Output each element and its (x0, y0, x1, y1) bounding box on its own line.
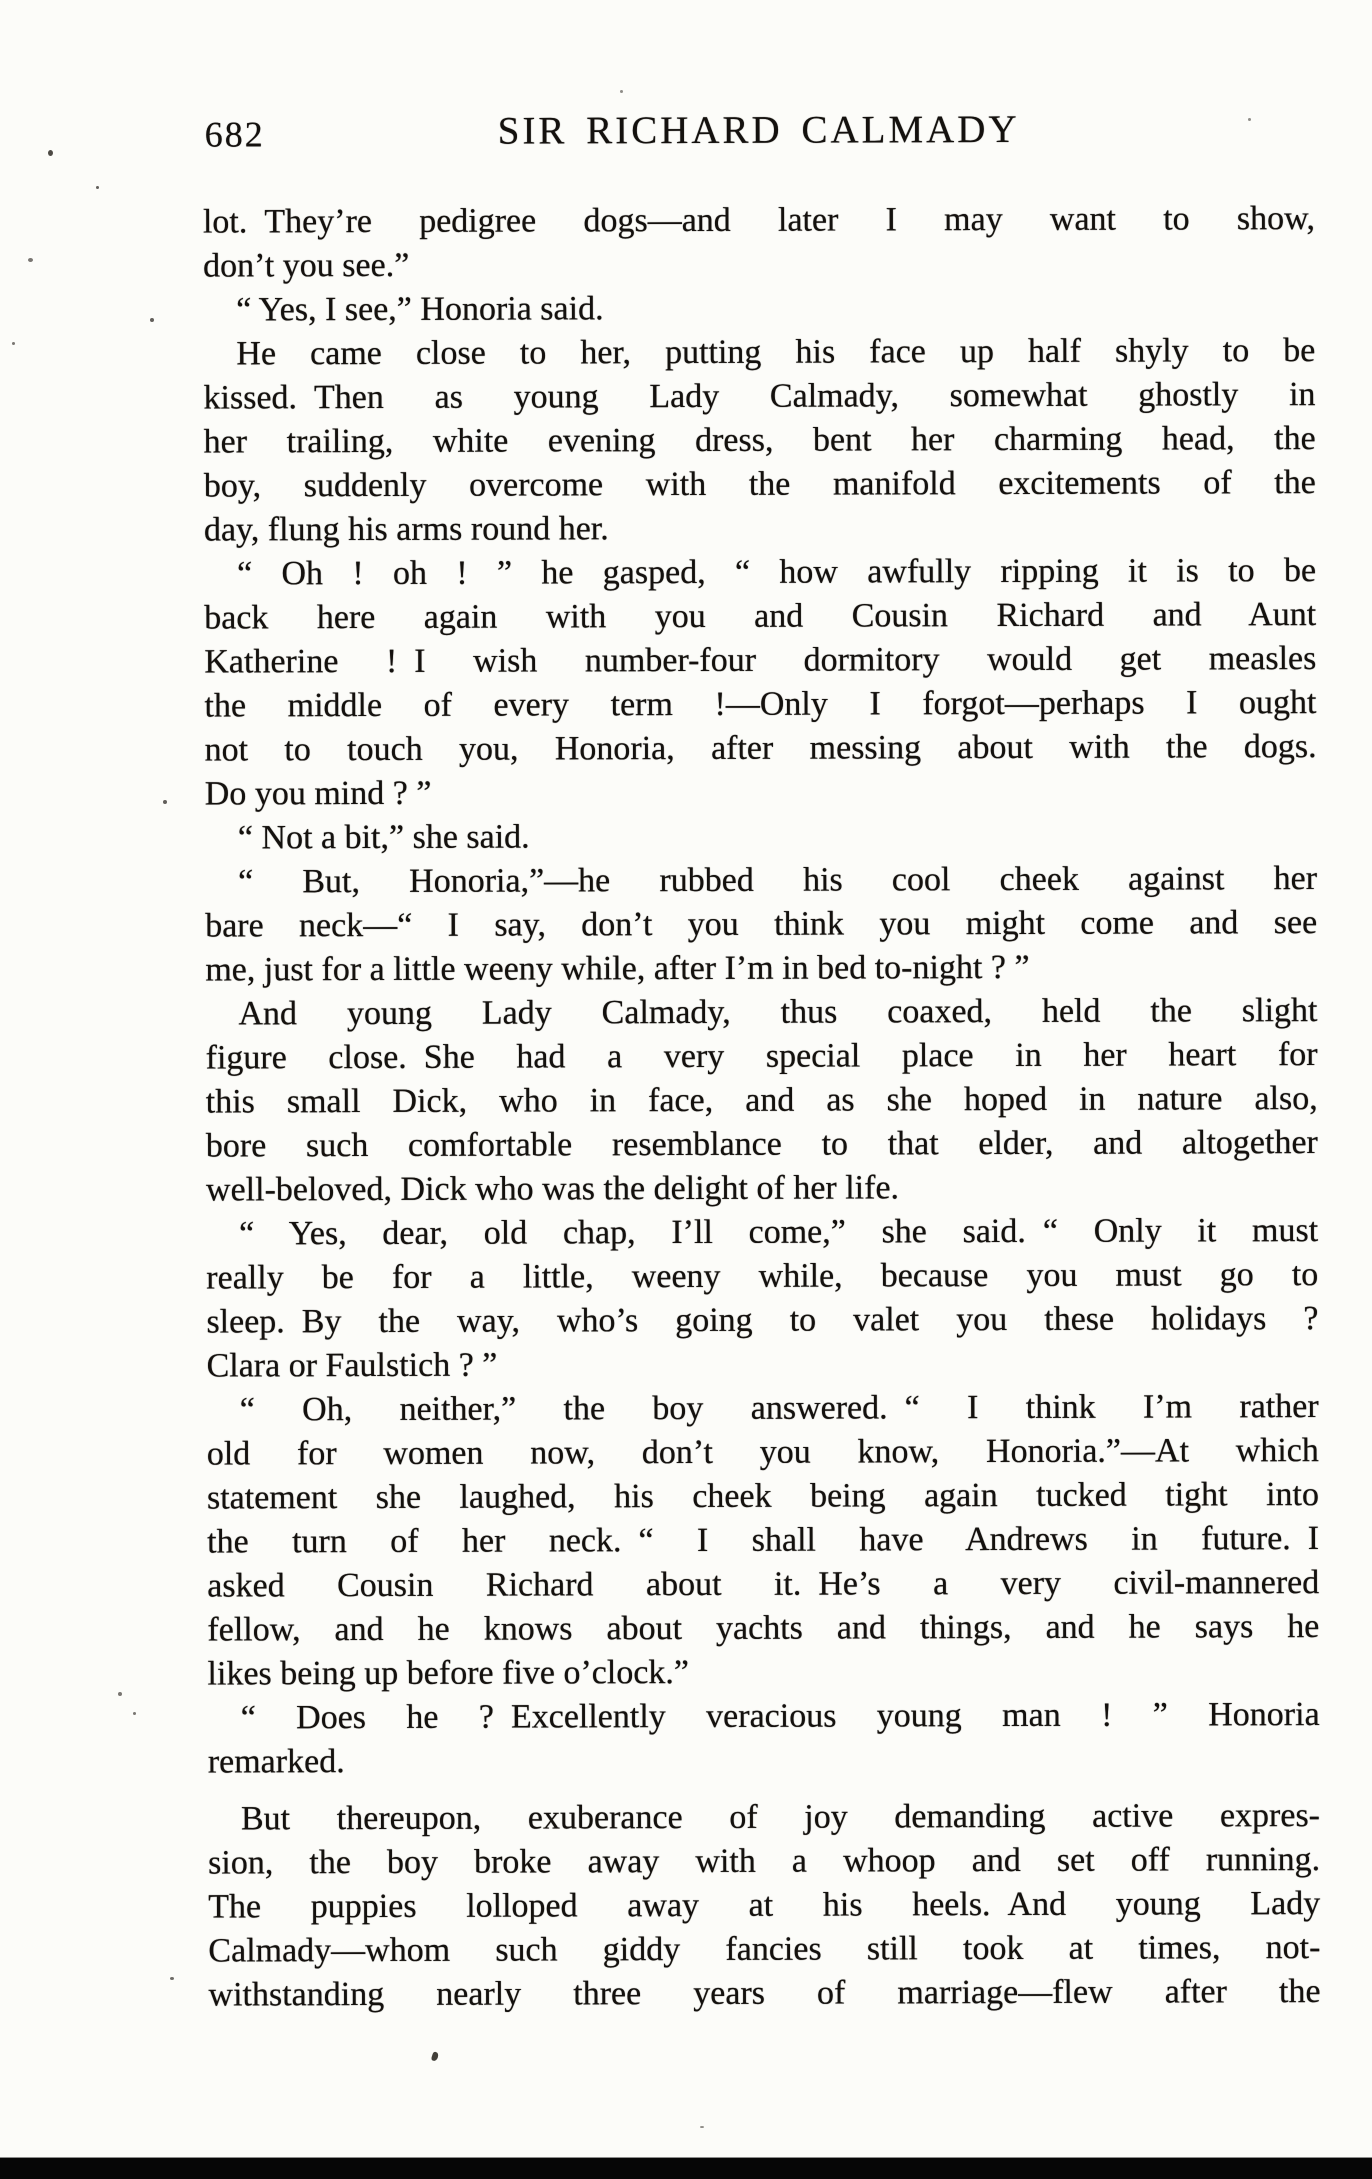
text-line: Katherine ! I wish number-four dormitory would get measles (204, 640, 1317, 681)
running-title: SIR RICHARD CALMADY (497, 107, 1020, 153)
text-line: really be for a little, weeny while, because you must go to (206, 1256, 1319, 1297)
paragraph (205, 813, 1317, 860)
text-line: boy, suddenly overcome with the manifold excitements of the (203, 464, 1316, 505)
text-line: well-beloved, Dick who was the delight of her life. (205, 1169, 900, 1209)
page-body (203, 197, 1321, 2017)
text-line: The puppies lolloped away at his heels. And young Lady (208, 1885, 1321, 1926)
page-number: 682 (204, 114, 265, 155)
scan-speck (118, 1692, 122, 1696)
paragraph (205, 857, 1317, 992)
paragraph (208, 1693, 1320, 1784)
paragraph (203, 285, 1315, 332)
text-line: statement she laughed, his cheek being again tucked tight into (206, 1476, 1320, 1517)
paragraph (203, 329, 1316, 552)
scan-edge-bar (0, 2158, 1372, 2179)
text-line: this small Dick, who in face, and as she hoped in nature also, (205, 1080, 1318, 1121)
text-line: bare neck—“ I say, don’t you think you might come and see (205, 904, 1318, 945)
text-line: not to touch you, Honoria, after messing about with the dogs. (204, 728, 1317, 769)
text-line: don’t you see.” (203, 246, 410, 285)
scan-speck (700, 2126, 704, 2128)
paragraph (205, 989, 1318, 1212)
text-line: Do you mind ? ” (204, 774, 432, 813)
paragraph (206, 1209, 1319, 1388)
scan-speck (48, 150, 53, 156)
text-line: the turn of her neck. “ I shall have Andrews in future. I (207, 1520, 1320, 1561)
text-line: Clara or Faulstich ? ” (206, 1346, 498, 1385)
text-line: bore such comfortable resemblance to that elder, and altogether (205, 1124, 1318, 1165)
text-line: “ Yes, dear, old chap, I’ll come,” she said. “ Only it must (239, 1212, 1319, 1253)
paragraph (204, 549, 1317, 816)
text-line: lot. They’re pedigree dogs—and later I may want to show, (202, 200, 1316, 241)
text-line: withstanding nearly three years of marriage—flew after the (208, 1973, 1321, 2014)
text-line: “ Does he ? Excellently veracious young man ! ” Honoria (240, 1696, 1320, 1737)
text-line: old for women now, don’t you know, Honoria.”—At which (206, 1432, 1319, 1473)
text-line: He came close to her, putting his face up half shyly to be (236, 332, 1316, 373)
text-line: likes being up before five o’clock.” (207, 1653, 690, 1693)
running-head (203, 106, 1315, 155)
text-line: “ But, Honoria,”—he rubbed his cool cheek against her (237, 860, 1318, 901)
text-line: figure close. She had a very special place in her heart for (205, 1036, 1318, 1077)
paragraph (207, 1385, 1320, 1696)
text-line: me, just for a little weeny while, after I’m in bed to-night ? ” (205, 948, 1030, 989)
text-line: sleep. By the way, who’s going to valet you these holidays ? (206, 1300, 1319, 1341)
text-line: back here again with you and Cousin Richard and Aunt (204, 596, 1317, 637)
text-line: And young Lady Calmady, thus coaxed, held the slight (238, 992, 1318, 1033)
text-line: sion, the boy broke away with a whoop and set off running. (208, 1841, 1321, 1882)
scan-speck (150, 318, 154, 322)
text-line: fellow, and he knows about yachts and things, and he says he (207, 1608, 1320, 1649)
scan-speck (12, 342, 15, 345)
text-line: kissed. Then as young Lady Calmady, somewhat ghostly in (203, 376, 1316, 417)
scan-speck (28, 258, 33, 262)
text-line: “ Yes, I see,” Honoria said. (236, 290, 604, 329)
text-line: the middle of every term !—Only I forgot—perhaps I ought (204, 684, 1317, 725)
scan-speck (1248, 118, 1251, 121)
paragraph (203, 197, 1315, 288)
scan-speck (96, 186, 99, 189)
text-line: “ Not a bit,” she said. (237, 818, 530, 857)
text-line: Calmady—whom such giddy fancies still took at times, not- (208, 1929, 1321, 1970)
scan-speck (170, 1977, 174, 1980)
text-line: But thereupon, exuberance of joy demanding active expres- (240, 1797, 1321, 1838)
text-line: remarked. (207, 1743, 345, 1781)
text-line: her trailing, white evening dress, bent her charming head, the (203, 420, 1316, 461)
text-line: “ Oh, neither,” the boy answered. “ I think I’m rather (239, 1388, 1319, 1429)
text-line: asked Cousin Richard about it. He’s a very civil-mannered (207, 1564, 1320, 1605)
scan-speck (620, 90, 623, 93)
text-line: “ Oh ! oh ! ” he gasped, “ how awfully ripping it is to be (237, 552, 1317, 593)
paragraph (208, 1794, 1321, 2017)
scan-speck (133, 1712, 136, 1715)
text-line: day, flung his arms round her. (203, 510, 609, 549)
scan-speck (163, 800, 167, 804)
